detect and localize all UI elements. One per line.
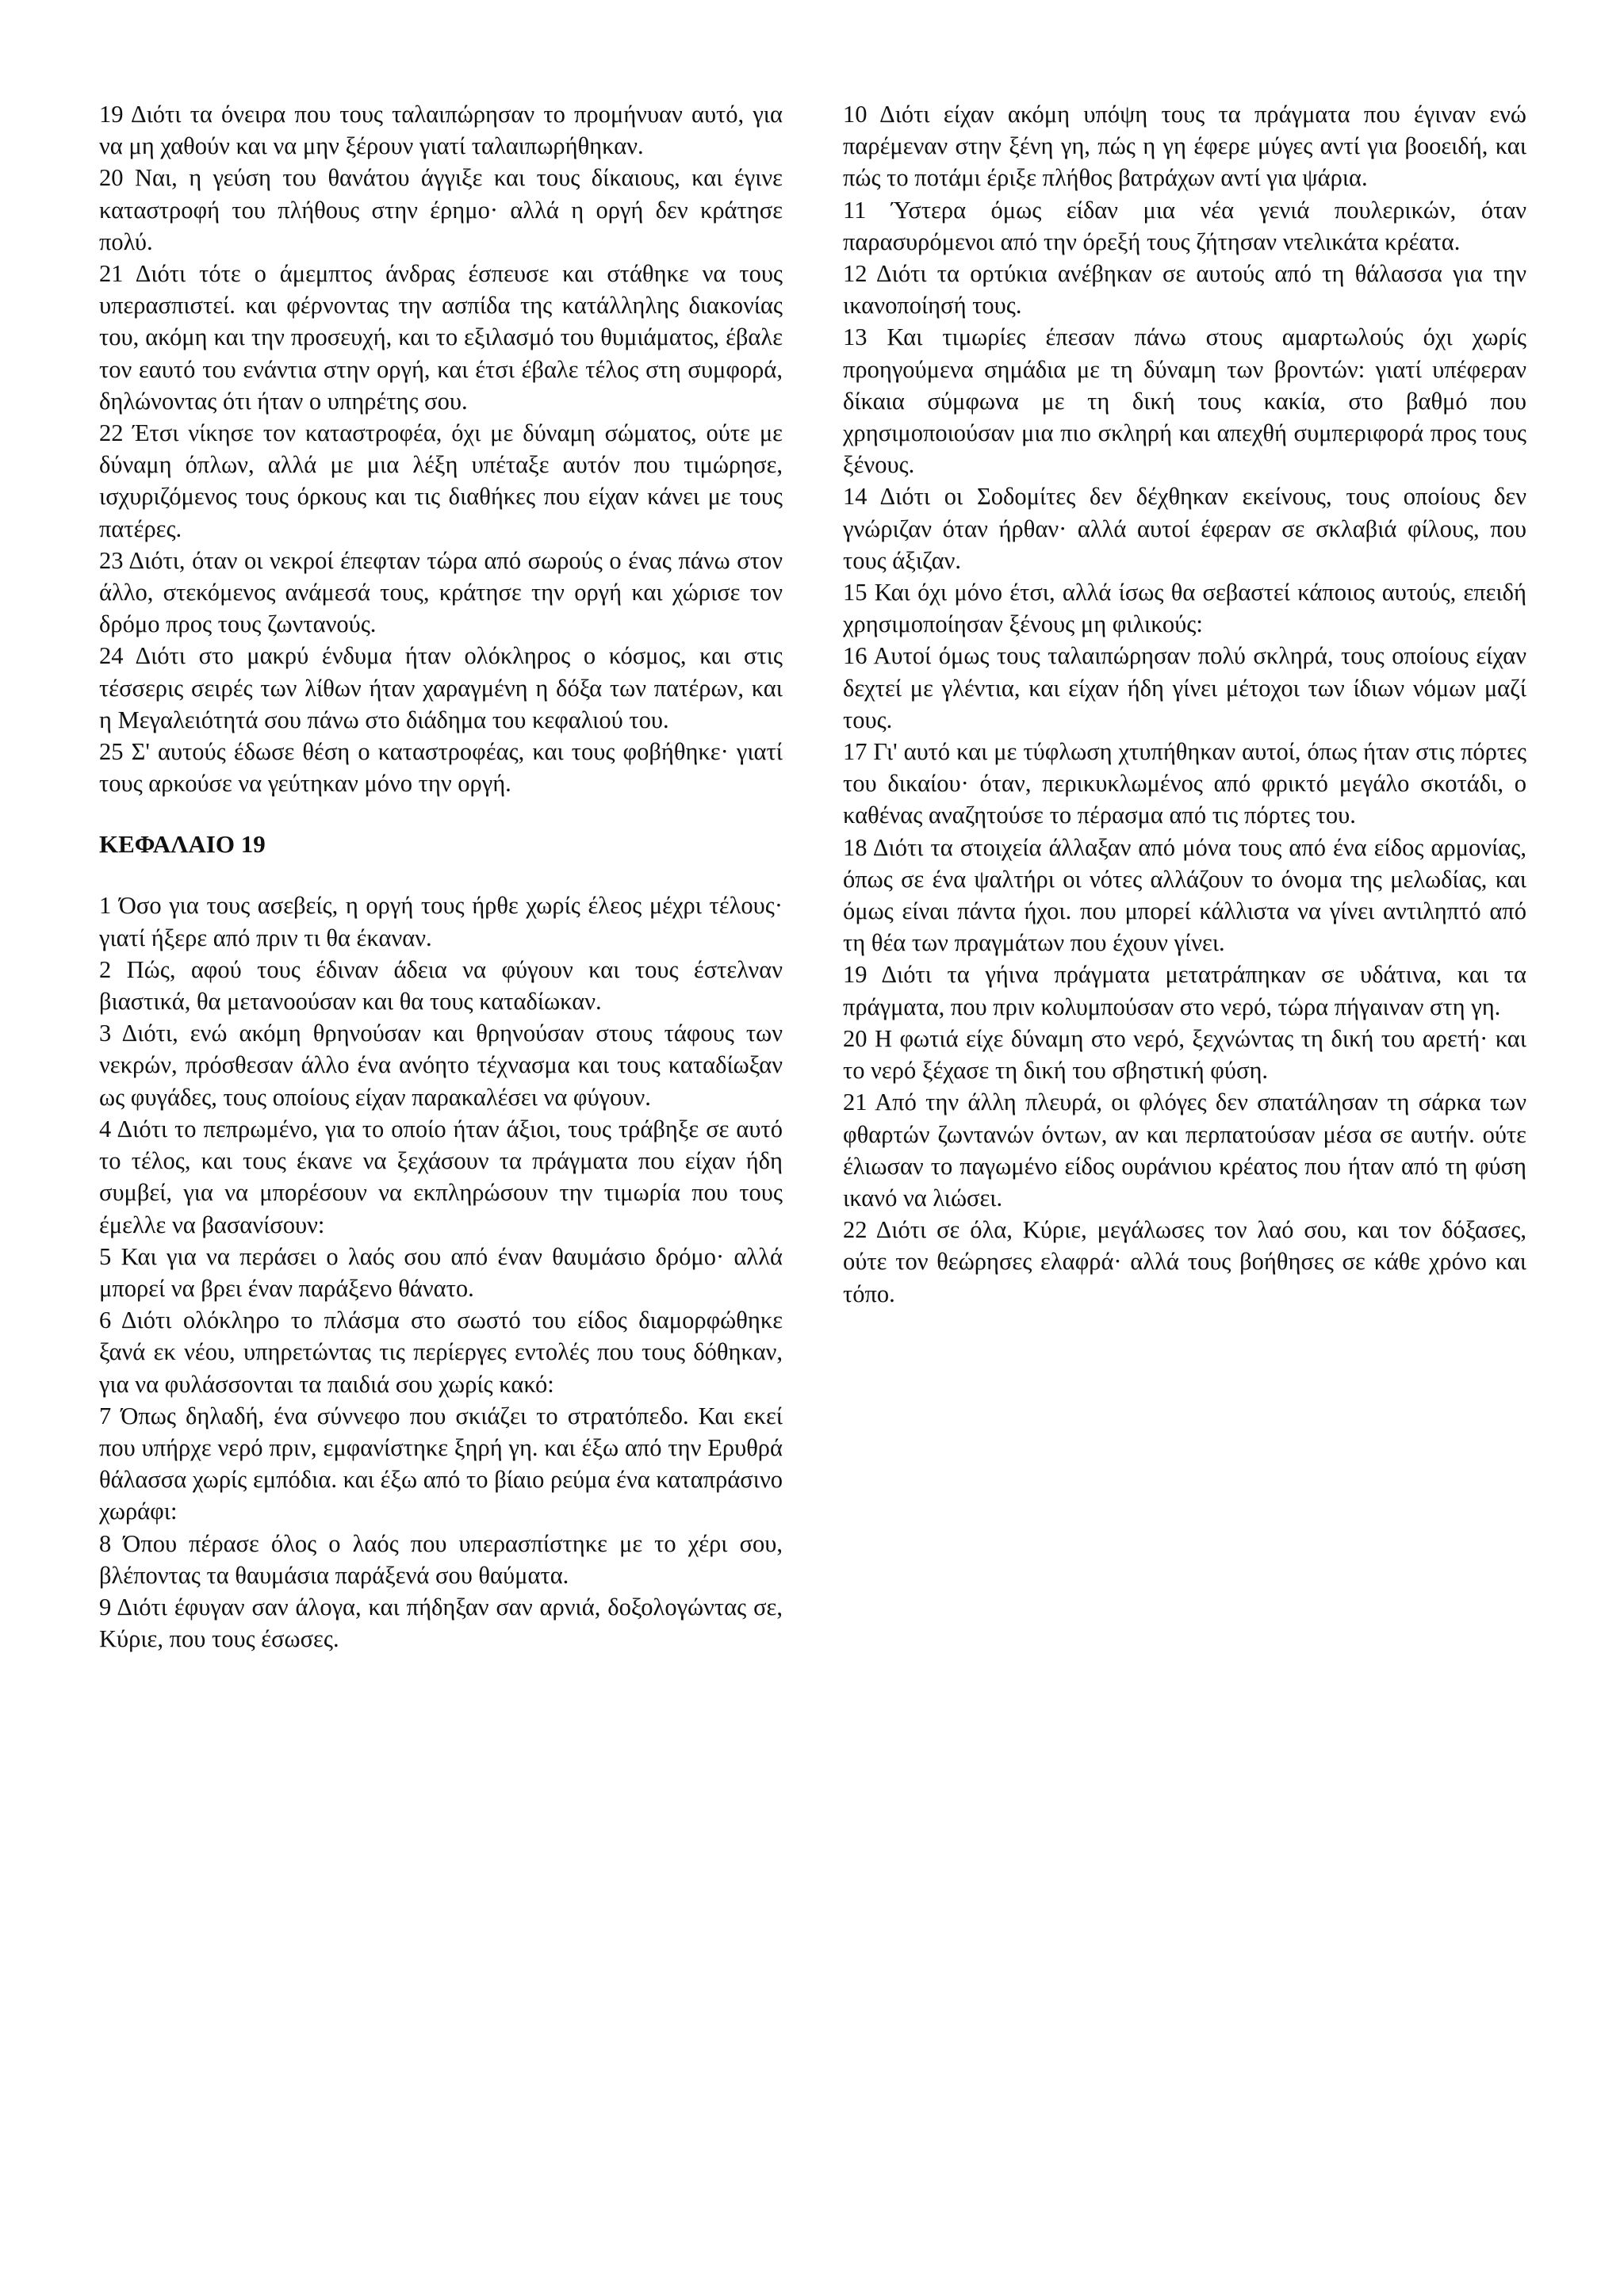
verse: 18 Διότι τα στοιχεία άλλαξαν από μόνα τους από ένα είδος αρμονίας, όπως σε ένα ψαλτήρι οι νότες αλλάζουν το όνομα της μελωδίας, και όμως είναι πάντα ήχοι. που μπορεί κάλλιστα να γίνει αντιληπτό από τη θέα των πραγμάτων που έχουν γίνει. (843, 833, 1526, 957)
verse: 22 Διότι σε όλα, Κύριε, μεγάλωσες τον λαό σου, και τον δόξασες, ούτε τον θεώρησες ελαφρά· αλλά τους βοήθησες σε κάθε χρόνο και τόπο. (843, 1216, 1526, 1307)
chapter-heading: ΚΕΦΑΛΑΙΟ 19 (99, 830, 266, 859)
verse: 20 Η φωτιά είχε δύναμη στο νερό, ξεχνώντας τη δική του αρετή· και το νερό ξέχασε τη δική του σβηστική φύση. (843, 1024, 1526, 1085)
verse: 13 Και τιμωρίες έπεσαν πάνω στους αμαρτωλούς όχι χωρίς προηγούμενα σημάδια με τη δύναμη των βροντών: γιατί υπέφεραν δίκαια σύμφωνα με τη δική τους κακία, στο βαθμό που χρησιμοποιούσαν μια πιο σκληρή και απεχθή συμπεριφορά προς τους ξένους. (843, 323, 1526, 479)
verse: 2 Πώς, αφού τους έδιναν άδεια να φύγουν και τους έστελναν βιαστικά, θα μετανοούσαν και θα τους καταδίωκαν. (99, 955, 783, 1016)
verse: 24 Διότι στο μακρύ ένδυμα ήταν ολόκληρος ο κόσμος, και στις τέσσερις σειρές των λίθων ήταν χαραγμένη η δόξα των πατέρων, και η Μεγαλειότητά σου πάνω στο διάδημα του κεφαλιού του. (99, 642, 783, 733)
verse: 21 Από την άλλη πλευρά, οι φλόγες δεν σπατάλησαν τη σάρκα των φθαρτών ζωντανών όντων, αν και περπατούσαν μέσα σε αυτήν. ούτε έλιωσαν το παγωμένο είδος ουράνιου κρέατος που ήταν από τη φύση ικανό να λιώσει. (843, 1089, 1526, 1211)
verse: 9 Διότι έφυγαν σαν άλογα, και πήδηξαν σαν αρνιά, δοξολογώντας σε, Κύριε, που τους έσωσες. (99, 1593, 783, 1653)
verse: 4 Διότι το πεπρωμένο, για το οποίο ήταν άξιοι, τους τράβηξε σε αυτό το τέλος, και τους έκανε να ξεχάσουν τα πράγματα που είχαν ήδη συμβεί, για να μπορέσουν να εκπληρώσουν την τιμωρία που τους έμελλε να βασανίσουν: (99, 1115, 783, 1238)
verse: 1 Όσο για τους ασεβείς, η οργή τους ήρθε χωρίς έλεος μέχρι τέλους· γιατί ήξερε από πριν τι θα έκαναν. (99, 892, 783, 951)
verse: 22 Έτσι νίκησε τον καταστροφέα, όχι με δύναμη σώματος, ούτε με δύναμη όπλων, αλλά με μια λέξη υπέταξε αυτόν που τιμώρησε, ισχυριζόμενος τους όρκους και τις διαθήκες που είχαν κάνει με τους πατέρες. (99, 419, 783, 542)
verse: 5 Και για να περάσει ο λαός σου από έναν θαυμάσιο δρόμο· αλλά μπορεί να βρει έναν παράξενο θάνατο. (99, 1242, 783, 1302)
verse: 7 Όπως δηλαδή, ένα σύννεφο που σκιάζει το στρατόπεδο. Και εκεί που υπήρχε νερό πριν, εμφανίστηκε ξηρή γη. και έξω από την Ερυθρά θάλασσα χωρίς εμπόδια. και έξω από το βίαιο ρεύμα ένα καταπράσινο χωράφι: (99, 1402, 783, 1525)
verse: 19 Διότι τα όνειρα που τους ταλαιπώρησαν το προμήνυαν αυτό, για να μη χαθούν και να μην ξέρουν γιατί ταλαιπωρήθηκαν. (99, 101, 783, 160)
verse: 3 Διότι, ενώ ακόμη θρηνούσαν και θρηνούσαν στους τάφους των νεκρών, πρόσθεσαν άλλο ένα ανόητο τέχνασμα και τους καταδίωξαν ως φυγάδες, τους οποίους είχαν παρακαλέσει να φύγουν. (99, 1020, 783, 1111)
verse: 16 Αυτοί όμως τους ταλαιπώρησαν πολύ σκληρά, τους οποίους είχαν δεχτεί με γλέντια, και είχαν ήδη γίνει μέτοχοι των ίδιων νόμων μαζί τους. (843, 642, 1526, 733)
verse: 19 Διότι τα γήινα πράγματα μετατράπηκαν σε υδάτινα, και τα πράγματα, που πριν κολυμπούσαν στο νερό, τώρα πήγαιναν στη γη. (843, 961, 1526, 1020)
verse: 8 Όπου πέρασε όλος ο λαός που υπερασπίστηκε με το χέρι σου, βλέποντας τα θαυμάσια παράξενά σου θαύματα. (99, 1529, 783, 1589)
verse: 10 Διότι είχαν ακόμη υπόψη τους τα πράγματα που έγιναν ενώ παρέμεναν στην ξένη γη, πώς η γη έφερε μύγες αντί για βοοειδή, και πώς το ποτάμι έριξε πλήθος βατράχων αντί για ψάρια. (843, 101, 1526, 192)
verse: 12 Διότι τα ορτύκια ανέβηκαν σε αυτούς από τη θάλασσα για την ικανοποίησή τους. (843, 260, 1526, 320)
left-column (99, 98, 783, 1655)
right-column (843, 98, 1526, 1310)
verse: 6 Διότι ολόκληρο το πλάσμα στο σωστό του είδος διαμορφώθηκε ξανά εκ νέου, υπηρετώντας τις περίεργες εντολές που τους δόθηκαν, για να φυλάσσονται τα παιδιά σου χωρίς κακό: (99, 1307, 783, 1398)
verse: 14 Διότι οι Σοδομίτες δεν δέχθηκαν εκείνους, τους οποίους δεν γνώριζαν όταν ήρθαν· αλλά αυτοί έφεραν σε σκλαβιά φίλους, που τους άξιζαν. (843, 483, 1526, 574)
verse: 23 Διότι, όταν οι νεκροί έπεφταν τώρα από σωρούς ο ένας πάνω στον άλλο, στεκόμενος ανάμεσά τους, κράτησε την οργή και χώρισε τον δρόμο προς τους ζωντανούς. (99, 546, 783, 638)
verse: 11 Ύστερα όμως είδαν μια νέα γενιά πουλερικών, όταν παρασυρόμενοι από την όρεξή τους ζήτησαν ντελικάτα κρέατα. (843, 196, 1526, 255)
verse: 21 Διότι τότε ο άμεμπτος άνδρας έσπευσε και στάθηκε να τους υπερασπιστεί. και φέρνοντας την ασπίδα της κατάλληλης διακονίας του, ακόμη και την προσευχή, και το εξιλασμό του θυμιάματος, έβαλε τον εαυτό του ενάντια στην οργή, και έτσι έβαλε τέλος στη συμφορά, δηλώνοντας ότι ήταν ο υπηρέτης σου. (99, 260, 783, 415)
verse: 25 Σ' αυτούς έδωσε θέση ο καταστροφέας, και τους φοβήθηκε· γιατί τους αρκούσε να γεύτηκαν μόνο την οργή. (99, 738, 783, 798)
verse: 20 Ναι, η γεύση του θανάτου άγγιξε και τους δίκαιους, και έγινε καταστροφή του πλήθους στην έρημο· αλλά η οργή δεν κράτησε πολύ. (99, 164, 783, 255)
verse: 15 Και όχι μόνο έτσι, αλλά ίσως θα σεβαστεί κάποιος αυτούς, επειδή χρησιμοποίησαν ξένους μη φιλικούς: (843, 579, 1526, 638)
verse: 17 Γι' αυτό και με τύφλωση χτυπήθηκαν αυτοί, όπως ήταν στις πόρτες του δικαίου· όταν, περικυκλωμένος από φρικτό μεγάλο σκοτάδι, ο καθένας αναζητούσε το πέρασμα από τις πόρτες του. (843, 738, 1526, 829)
